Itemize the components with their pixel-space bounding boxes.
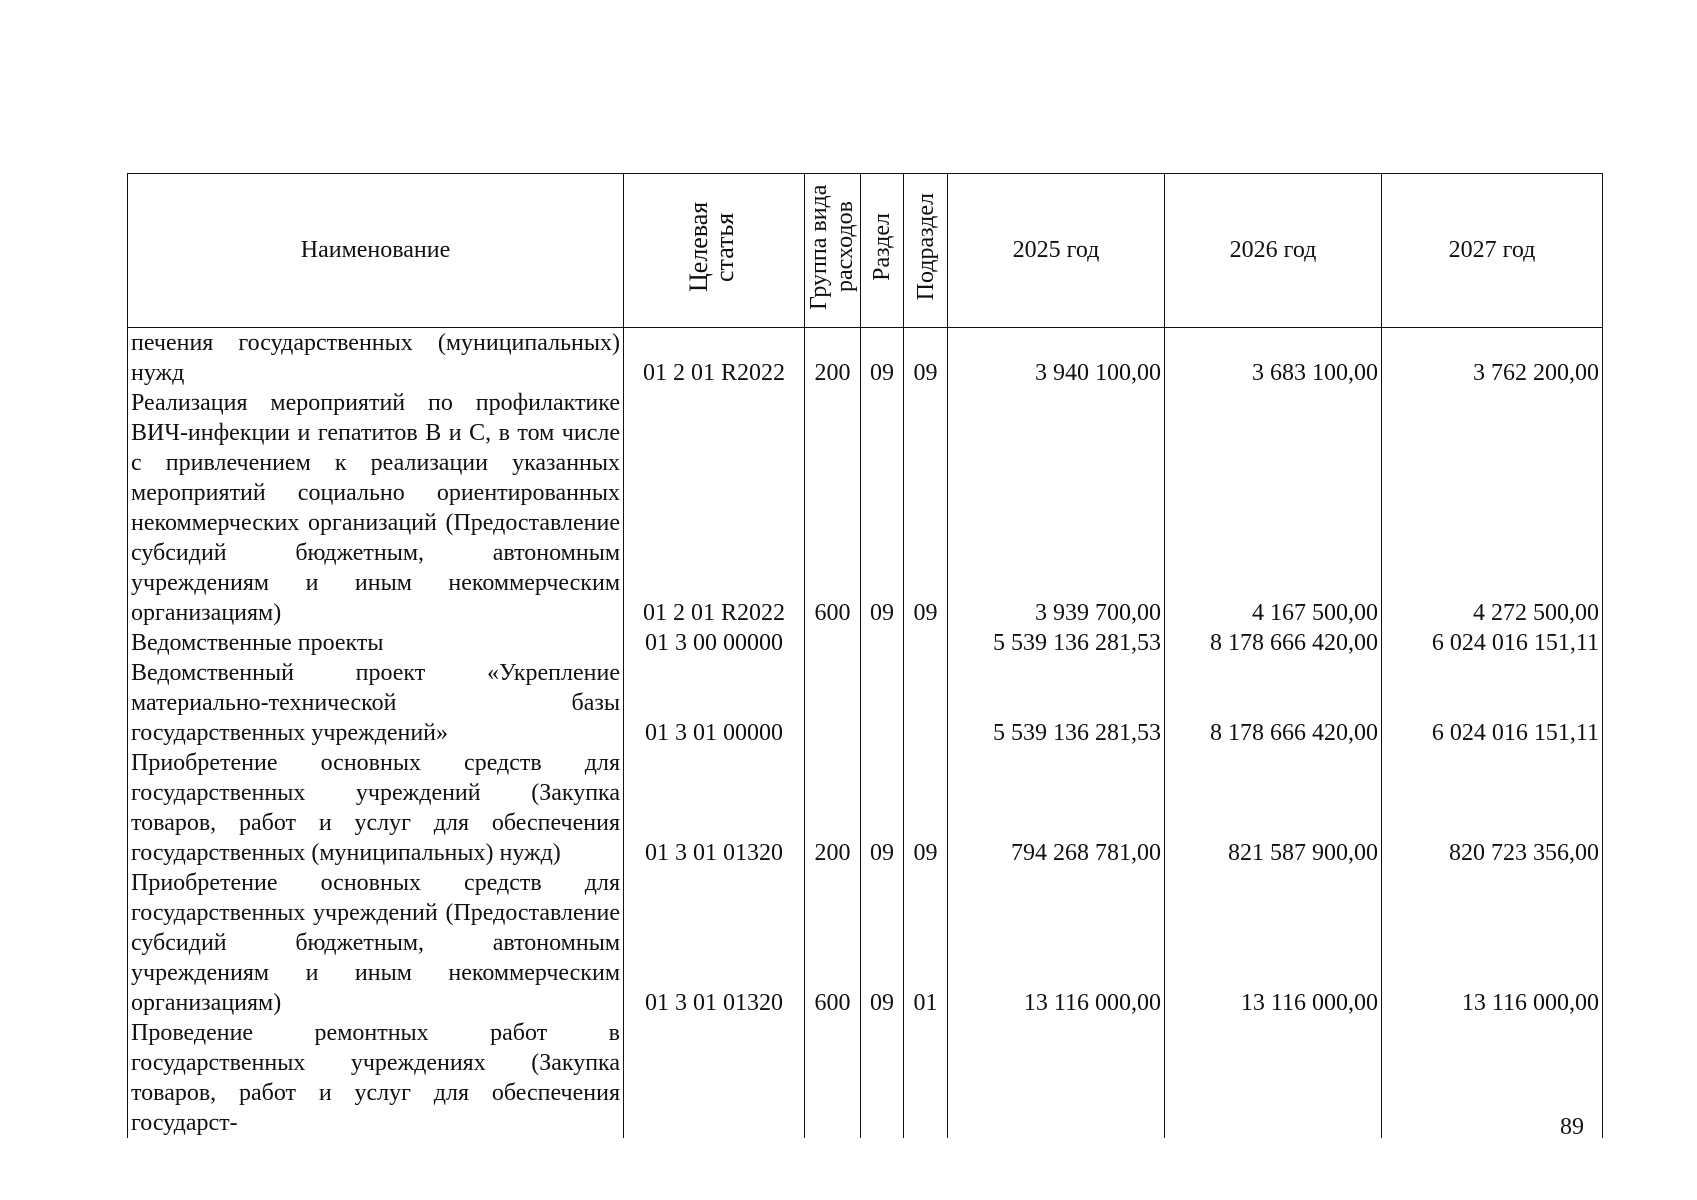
cell-group: 600 bbox=[805, 388, 861, 628]
cell-section: 09 bbox=[861, 388, 904, 628]
cell-subsection: 09 bbox=[904, 388, 948, 628]
header-section: Раздел bbox=[861, 174, 904, 328]
table-row bbox=[128, 1018, 1603, 1138]
header-2027: 2027 год bbox=[1382, 174, 1603, 328]
cell-group: 200 bbox=[805, 748, 861, 868]
cell-2026: 8 178 666 420,00 bbox=[1165, 628, 1382, 658]
cell-2025 bbox=[948, 1018, 1165, 1138]
cell-section bbox=[861, 658, 904, 748]
header-subsection: Подраздел bbox=[904, 174, 948, 328]
table-row bbox=[128, 658, 1603, 748]
cell-2027: 6 024 016 151,11 bbox=[1382, 658, 1603, 748]
budget-table bbox=[127, 173, 1603, 1138]
cell-target: 01 3 01 00000 bbox=[624, 658, 805, 748]
cell-2026: 8 178 666 420,00 bbox=[1165, 658, 1382, 748]
cell-2025: 3 940 100,00 bbox=[948, 328, 1165, 389]
cell-2027: 3 762 200,00 bbox=[1382, 328, 1603, 389]
cell-2027: 4 272 500,00 bbox=[1382, 388, 1603, 628]
table-row bbox=[128, 628, 1603, 658]
cell-group bbox=[805, 1018, 861, 1138]
cell-2026 bbox=[1165, 1018, 1382, 1138]
cell-2026: 3 683 100,00 bbox=[1165, 328, 1382, 389]
cell-2026: 821 587 900,00 bbox=[1165, 748, 1382, 868]
cell-name: Приобретение основных средств для государственных учреждений (Закупка товаров, работ и услуг для обеспечения государственных (муниципальных) нужд) bbox=[128, 748, 624, 868]
cell-section: 09 bbox=[861, 748, 904, 868]
cell-name: Приобретение основных средств для государственных учреждений (Предоставление субсидий бюджетным, автономным учреждениям и иным некоммерческим организациям) bbox=[128, 868, 624, 1018]
cell-group bbox=[805, 628, 861, 658]
cell-name: Реализация мероприятий по профилактике ВИЧ-инфекции и гепатитов В и С, в том числе с привлечением к реализации указанных мероприятий социально ориентированных некоммерческих организаций (Предоставление субсидий бюджетным, автономным учреждениям и иным некоммерческим организациям) bbox=[128, 388, 624, 628]
cell-section: 09 bbox=[861, 868, 904, 1018]
cell-subsection bbox=[904, 658, 948, 748]
page-number: 89 bbox=[1560, 1114, 1584, 1140]
cell-section: 09 bbox=[861, 328, 904, 389]
cell-target: 01 3 01 01320 bbox=[624, 748, 805, 868]
table-row bbox=[128, 868, 1603, 1018]
header-target: Целевая статья bbox=[624, 174, 805, 328]
cell-2025: 13 116 000,00 bbox=[948, 868, 1165, 1018]
cell-subsection: 09 bbox=[904, 328, 948, 389]
cell-name: Ведомственные проекты bbox=[128, 628, 624, 658]
header-row bbox=[128, 174, 1603, 328]
cell-subsection bbox=[904, 1018, 948, 1138]
header-2026: 2026 год bbox=[1165, 174, 1382, 328]
cell-target: 01 2 01 R2022 bbox=[624, 328, 805, 389]
cell-name: Проведение ремонтных работ в государственных учреждениях (Закупка товаров, работ и услуг для обеспечения государст- bbox=[128, 1018, 624, 1138]
cell-2025: 5 539 136 281,53 bbox=[948, 628, 1165, 658]
cell-name: Ведомственный проект «Укрепление материально-технической базы государственных учреждений» bbox=[128, 658, 624, 748]
cell-2027: 13 116 000,00 bbox=[1382, 868, 1603, 1018]
cell-subsection bbox=[904, 628, 948, 658]
cell-name: печения государственных (муниципальных) нужд bbox=[128, 328, 624, 389]
cell-2027: 6 024 016 151,11 bbox=[1382, 628, 1603, 658]
cell-2027: 820 723 356,00 bbox=[1382, 748, 1603, 868]
cell-target: 01 3 01 01320 bbox=[624, 868, 805, 1018]
cell-2026: 13 116 000,00 bbox=[1165, 868, 1382, 1018]
cell-2026: 4 167 500,00 bbox=[1165, 388, 1382, 628]
cell-section bbox=[861, 628, 904, 658]
header-2025: 2025 год bbox=[948, 174, 1165, 328]
cell-target bbox=[624, 1018, 805, 1138]
cell-target: 01 3 00 00000 bbox=[624, 628, 805, 658]
cell-group: 200 bbox=[805, 328, 861, 389]
cell-subsection: 01 bbox=[904, 868, 948, 1018]
table-row bbox=[128, 388, 1603, 628]
header-group: Группа вида расходов bbox=[805, 174, 861, 328]
table-row bbox=[128, 328, 1603, 389]
cell-group: 600 bbox=[805, 868, 861, 1018]
table-row bbox=[128, 748, 1603, 868]
cell-target: 01 2 01 R2022 bbox=[624, 388, 805, 628]
cell-2025: 3 939 700,00 bbox=[948, 388, 1165, 628]
cell-group bbox=[805, 658, 861, 748]
cell-2025: 5 539 136 281,53 bbox=[948, 658, 1165, 748]
header-name: Наименование bbox=[128, 174, 624, 328]
cell-subsection: 09 bbox=[904, 748, 948, 868]
cell-section bbox=[861, 1018, 904, 1138]
cell-2025: 794 268 781,00 bbox=[948, 748, 1165, 868]
